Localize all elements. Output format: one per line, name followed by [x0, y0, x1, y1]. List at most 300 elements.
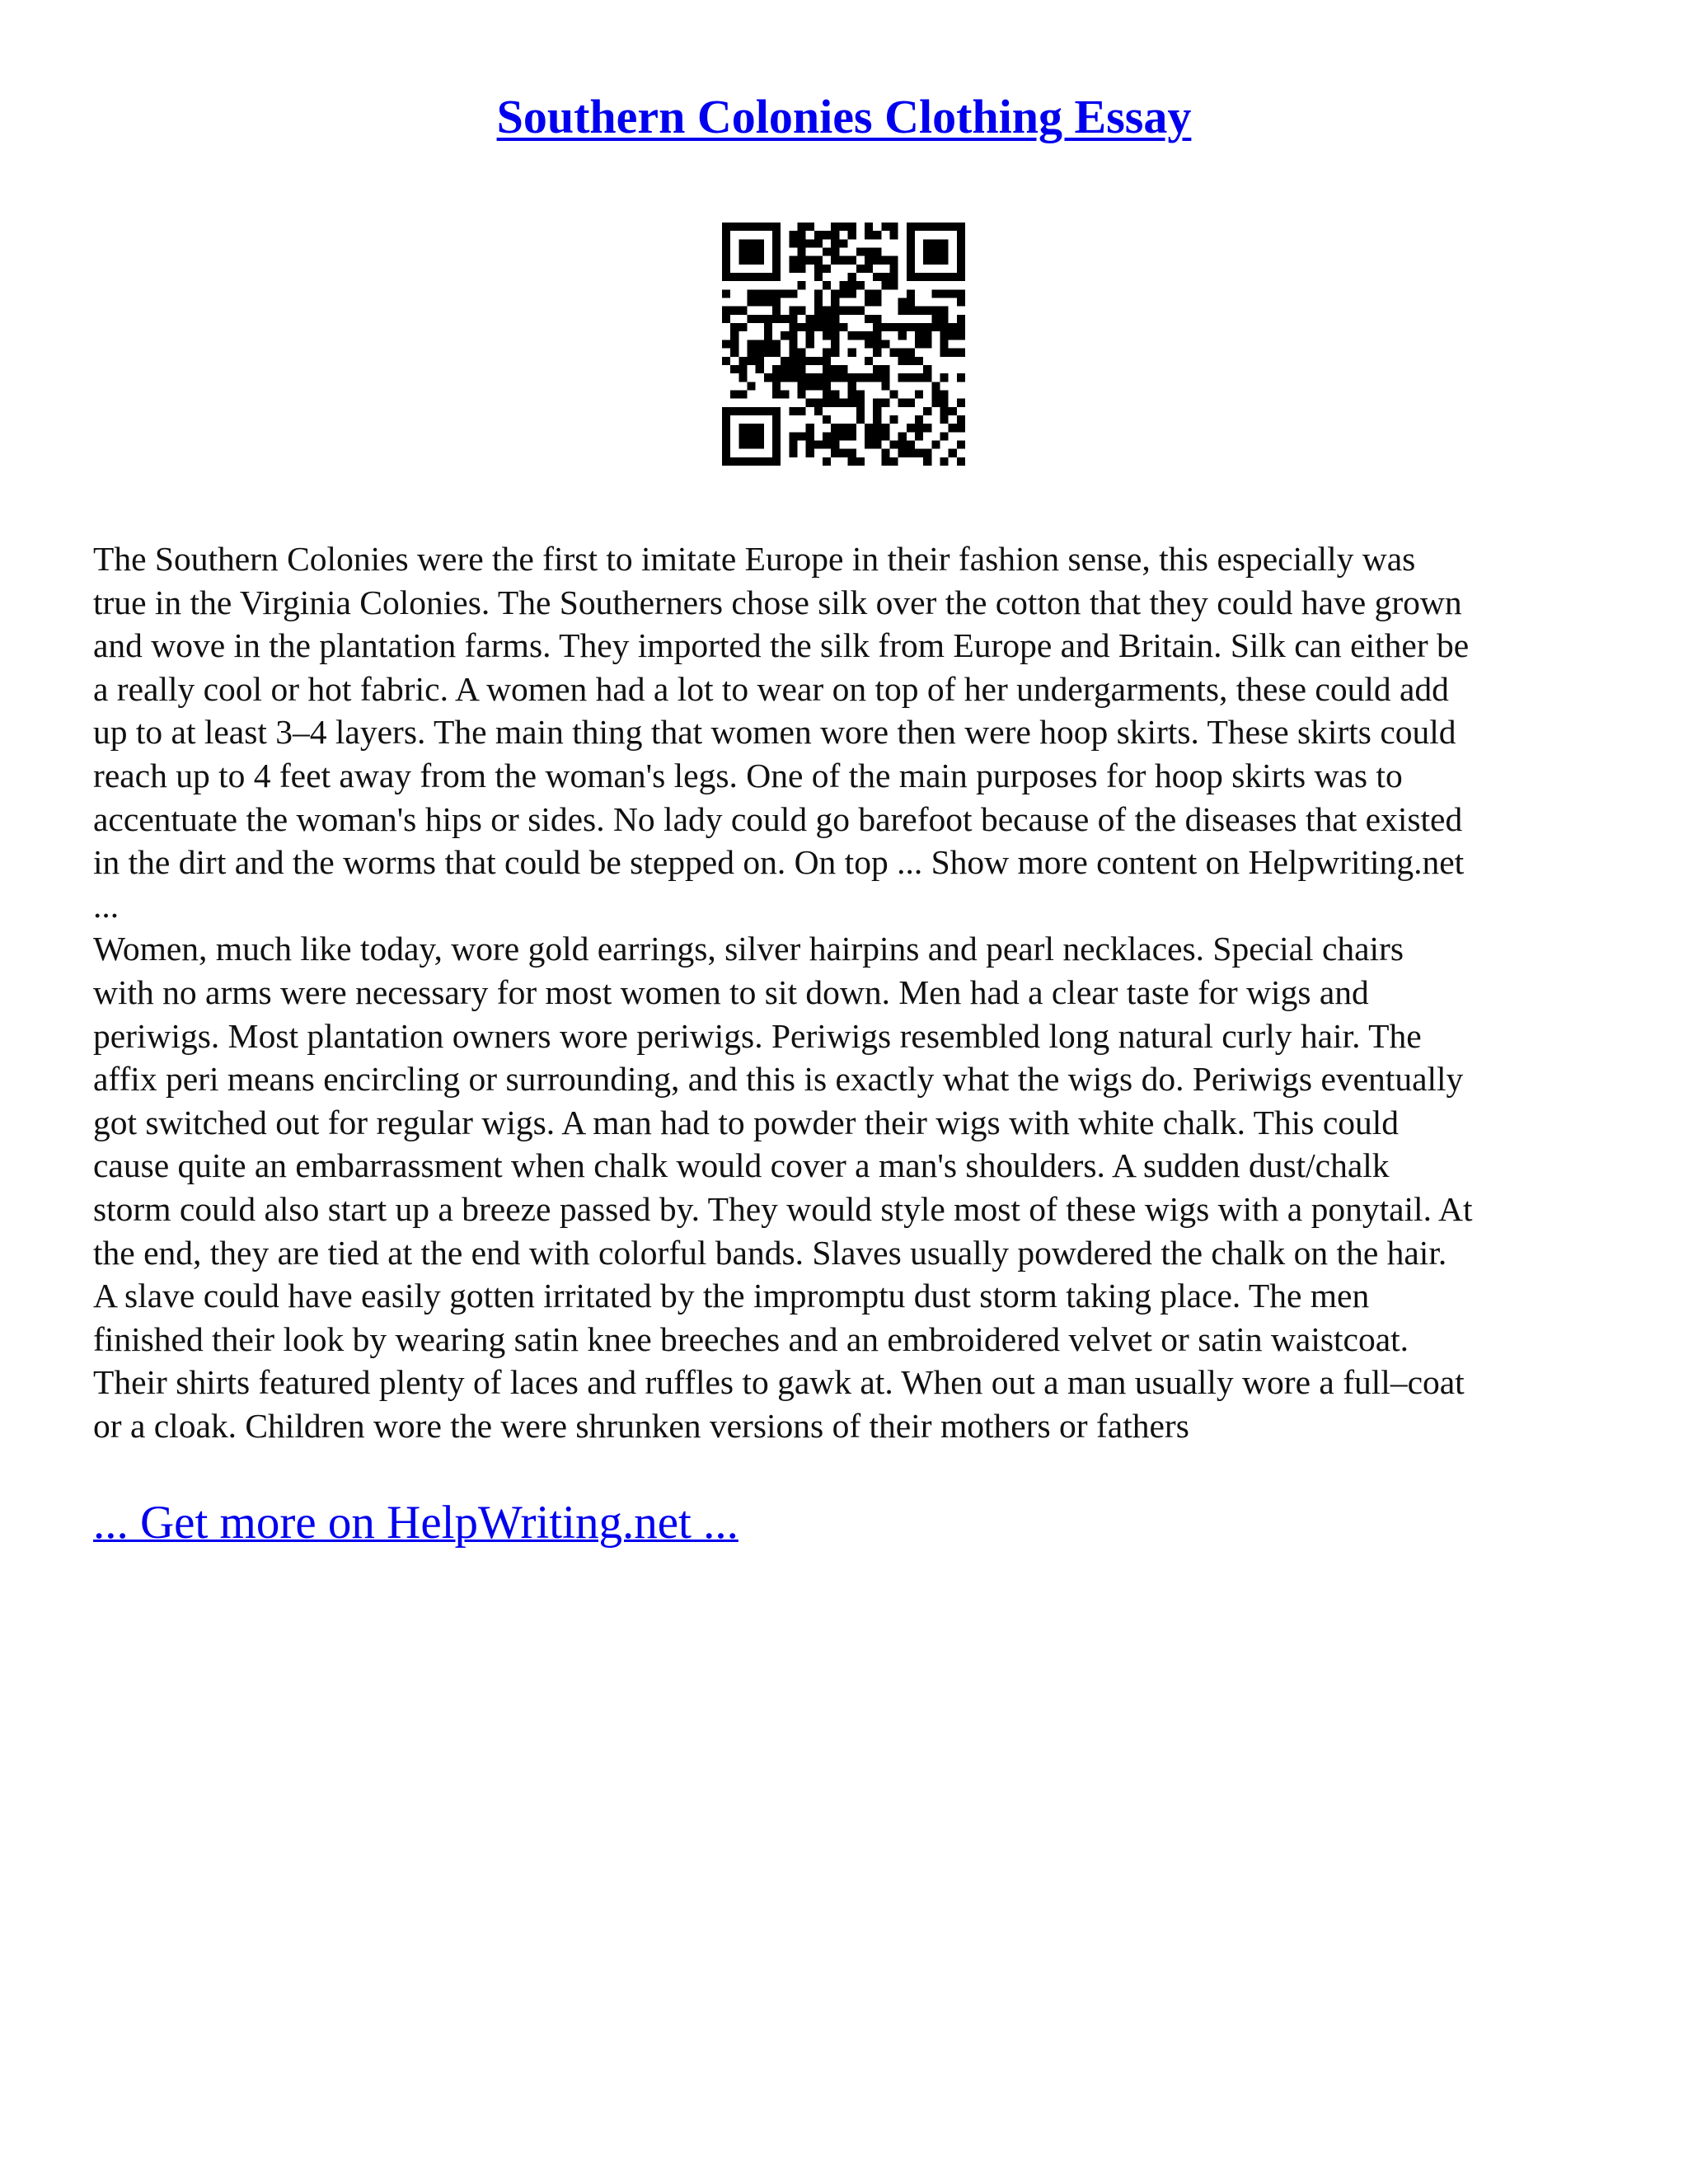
qr-module: [764, 407, 772, 415]
qr-module: [949, 289, 957, 298]
qr-module: [940, 373, 948, 382]
qr-module: [889, 390, 898, 398]
qr-module: [856, 457, 865, 466]
qr-module: [949, 331, 957, 340]
qr-module: [907, 273, 915, 281]
qr-module: [789, 357, 797, 365]
qr-module: [923, 248, 931, 256]
qr-module: [772, 273, 781, 281]
qr-module: [889, 265, 898, 273]
qr-module: [848, 382, 856, 390]
qr-module: [873, 289, 881, 298]
qr-module: [831, 315, 839, 323]
qr-module: [881, 432, 889, 440]
qr-module: [865, 298, 873, 307]
qr-module: [722, 424, 730, 432]
qr-module: [722, 256, 730, 265]
qr-module: [772, 365, 781, 373]
qr-module: [907, 424, 915, 432]
qr-module: [748, 315, 756, 323]
qr-module: [839, 307, 847, 315]
qr-module: [839, 281, 847, 289]
qr-module: [789, 432, 797, 440]
qr-module: [814, 265, 823, 273]
qr-module: [865, 231, 873, 239]
qr-module: [814, 289, 823, 298]
qr-module: [772, 407, 781, 415]
qr-module: [823, 432, 831, 440]
qr-module: [865, 340, 873, 348]
qr-module: [772, 289, 781, 298]
qr-module: [907, 399, 915, 407]
qr-module: [730, 407, 738, 415]
qr-module: [781, 315, 789, 323]
qr-module: [898, 449, 907, 457]
qr-module: [738, 357, 747, 365]
qr-module: [831, 449, 839, 457]
qr-module: [764, 273, 772, 281]
qr-module: [848, 307, 856, 315]
qr-module: [898, 440, 907, 448]
ellipsis: ...: [93, 886, 120, 925]
qr-module: [931, 239, 940, 247]
qr-module: [756, 289, 764, 298]
qr-module: [957, 289, 965, 298]
qr-module: [772, 349, 781, 357]
qr-module: [881, 424, 889, 432]
qr-module: [839, 399, 847, 407]
qr-module: [881, 273, 889, 281]
text-line: with no arms were necessary for most women to sit down. Men had a clear taste for wigs and: [93, 972, 1369, 1011]
qr-module: [764, 223, 772, 231]
qr-module: [915, 223, 923, 231]
qr-module: [898, 298, 907, 307]
qr-module: [806, 424, 814, 432]
qr-module: [722, 231, 730, 239]
qr-module: [756, 457, 764, 466]
essay-body: [93, 537, 1618, 1447]
qr-module: [748, 432, 756, 440]
qr-module: [738, 424, 747, 432]
qr-module: [738, 407, 747, 415]
qr-module: [839, 365, 847, 373]
qr-module: [756, 340, 764, 348]
qr-module: [907, 248, 915, 256]
qr-module: [831, 323, 839, 331]
qr-module: [748, 382, 756, 390]
qr-module: [839, 239, 847, 247]
qr-module: [873, 256, 881, 265]
qr-module: [798, 256, 806, 265]
qr-module: [781, 365, 789, 373]
text-line: up to at least 3–4 layers. The main thing that women wore then were hoop skirts. These skirts could: [93, 713, 1456, 752]
qr-module: [889, 323, 898, 331]
qr-module: [772, 457, 781, 466]
qr-module: [756, 349, 764, 357]
qr-module: [764, 298, 772, 307]
qr-module: [873, 349, 881, 357]
qr-module: [957, 373, 965, 382]
qr-module: [839, 432, 847, 440]
qr-module: [738, 373, 747, 382]
qr-module: [748, 256, 756, 265]
qr-module: [898, 307, 907, 315]
qr-module: [957, 256, 965, 265]
qr-module: [831, 424, 839, 432]
qr-module: [856, 390, 865, 398]
qr-module: [764, 289, 772, 298]
qr-module: [856, 415, 865, 424]
qr-module: [881, 256, 889, 265]
qr-module: [940, 331, 948, 340]
qr-module: [748, 340, 756, 348]
qr-module: [915, 424, 923, 432]
qr-module: [957, 415, 965, 424]
qr-module: [873, 298, 881, 307]
qr-module: [823, 248, 831, 256]
qr-module: [772, 373, 781, 382]
qr-module: [772, 390, 781, 398]
qr-module: [756, 273, 764, 281]
qr-module: [957, 248, 965, 256]
qr-module: [957, 315, 965, 323]
qr-module: [931, 223, 940, 231]
qr-module: [839, 424, 847, 432]
qr-module: [798, 231, 806, 239]
qr-module: [839, 289, 847, 298]
qr-module: [748, 239, 756, 247]
qr-module: [940, 432, 948, 440]
qr-module: [873, 440, 881, 448]
qr-module: [889, 415, 898, 424]
qr-module: [789, 315, 797, 323]
qr-module: [907, 449, 915, 457]
qr-module: [781, 373, 789, 382]
text-line: Women, much like today, wore gold earrings, silver hairpins and pearl necklaces. Special chairs: [93, 930, 1404, 968]
qr-module: [931, 273, 940, 281]
qr-module: [940, 415, 948, 424]
qr-module: [873, 415, 881, 424]
qr-module: [856, 265, 865, 273]
qr-module: [907, 440, 915, 448]
qr-module: [806, 315, 814, 323]
qr-module: [730, 307, 738, 315]
qr-module: [940, 340, 948, 348]
qr-module: [940, 223, 948, 231]
qr-module: [814, 399, 823, 407]
title-link[interactable]: Southern Colonies Clothing Essay: [496, 90, 1192, 143]
qr-module: [831, 373, 839, 382]
qr-module: [764, 323, 772, 331]
qr-module: [923, 331, 931, 340]
qr-module: [873, 273, 881, 281]
qr-module: [722, 357, 730, 365]
qr-module: [957, 239, 965, 247]
qr-module: [806, 223, 814, 231]
qr-module: [798, 307, 806, 315]
qr-module: [814, 323, 823, 331]
qr-module: [772, 432, 781, 440]
qr-module: [831, 440, 839, 448]
qr-module: [848, 231, 856, 239]
qr-module: [865, 373, 873, 382]
qr-module: [756, 440, 764, 448]
qr-module: [756, 407, 764, 415]
qr-module: [772, 382, 781, 390]
qr-module: [923, 239, 931, 247]
qr-module: [873, 399, 881, 407]
qr-module: [915, 307, 923, 315]
text-line: accentuate the woman's hips or sides. No lady could go barefoot because of the diseases that existed: [93, 799, 1463, 838]
qr-module: [730, 223, 738, 231]
qr-module: [823, 281, 831, 289]
qr-module: [873, 248, 881, 256]
qr-module: [814, 298, 823, 307]
qr-module: [730, 457, 738, 466]
qr-module: [907, 349, 915, 357]
qr-module: [839, 449, 847, 457]
qr-module: [738, 273, 747, 281]
qr-module: [957, 331, 965, 340]
qr-module: [823, 382, 831, 390]
qr-module: [848, 390, 856, 398]
text-line: periwigs. Most plantation owners wore periwigs. Periwigs resembled long natural curly hair. The: [93, 1016, 1422, 1055]
text-line: or a cloak. Children wore the were shrunken versions of their mothers or fathers: [93, 1406, 1189, 1445]
qr-module: [865, 424, 873, 432]
qr-module: [764, 315, 772, 323]
qr-module: [730, 365, 738, 373]
qr-module: [764, 457, 772, 466]
qr-module: [831, 432, 839, 440]
qr-module: [881, 373, 889, 382]
qr-module: [730, 349, 738, 357]
qr-module: [931, 440, 940, 448]
qr-module: [915, 340, 923, 348]
qr-module: [831, 390, 839, 398]
qr-module: [881, 365, 889, 373]
qr-module: [789, 265, 797, 273]
qr-module: [772, 424, 781, 432]
qr-module: [907, 373, 915, 382]
qr-module: [957, 265, 965, 273]
qr-module: [722, 273, 730, 281]
qr-module: [915, 373, 923, 382]
qr-module: [730, 340, 738, 348]
qr-module: [889, 349, 898, 357]
qr-module: [738, 457, 747, 466]
qr-module: [907, 239, 915, 247]
qr-module: [923, 307, 931, 315]
text-line: affix peri means encircling or surrounding, and this is exactly what the wigs do. Periwigs eventually: [93, 1060, 1464, 1099]
qr-module: [738, 239, 747, 247]
qr-module: [823, 357, 831, 365]
qr-module: [748, 407, 756, 415]
qr-module: [781, 289, 789, 298]
qr-module: [722, 407, 730, 415]
qr-module: [823, 307, 831, 315]
qr-module: [848, 424, 856, 432]
qr-module: [722, 239, 730, 247]
qr-module: [722, 248, 730, 256]
qr-module: [915, 323, 923, 331]
text-line: Their shirts featured plenty of laces and ruffles to gawk at. When out a man usually wore a full–coat: [93, 1363, 1465, 1402]
qr-module: [722, 440, 730, 448]
qr-module: [823, 349, 831, 357]
qr-module: [806, 256, 814, 265]
qr-module: [940, 239, 948, 247]
qr-module: [814, 407, 823, 415]
qr-module: [738, 390, 747, 398]
qr-module: [949, 449, 957, 457]
qr-module: [831, 223, 839, 231]
qr-module: [738, 256, 747, 265]
qr-module: [881, 323, 889, 331]
qr-module: [931, 307, 940, 315]
qr-module: [722, 265, 730, 273]
qr-module: [789, 239, 797, 247]
qr-module: [856, 281, 865, 289]
qr-module: [957, 223, 965, 231]
qr-module: [931, 323, 940, 331]
qr-module: [923, 340, 931, 348]
qr-module: [865, 357, 873, 365]
qr-module: [856, 407, 865, 415]
qr-module: [949, 223, 957, 231]
qr-module: [848, 281, 856, 289]
qr-module: [848, 373, 856, 382]
qr-module: [856, 248, 865, 256]
qr-module: [722, 432, 730, 440]
qr-module: [814, 440, 823, 448]
qr-module: [923, 424, 931, 432]
qr-module: [848, 273, 856, 281]
qr-module: [748, 424, 756, 432]
qr-module: [764, 373, 772, 382]
qr-module: [722, 223, 730, 231]
qr-module: [806, 399, 814, 407]
qr-module: [814, 315, 823, 323]
qr-module: [823, 457, 831, 466]
qr-module: [748, 248, 756, 256]
get-more-link[interactable]: ... Get more on HelpWriting.net ...: [93, 1497, 738, 1549]
qr-module: [940, 289, 948, 298]
qr-module: [889, 256, 898, 265]
qr-module: [798, 357, 806, 365]
qr-module: [748, 273, 756, 281]
qr-module: [781, 390, 789, 398]
qr-module: [798, 382, 806, 390]
qr-module: [772, 298, 781, 307]
qr-module: [772, 415, 781, 424]
qr-module: [772, 248, 781, 256]
qr-module: [730, 390, 738, 398]
qr-module: [789, 440, 797, 448]
qr-module: [957, 298, 965, 307]
text-line: cause quite an embarrassment when chalk would cover a man's shoulders. A sudden dust/chalk: [93, 1146, 1390, 1185]
qr-module: [814, 307, 823, 315]
qr-module: [823, 331, 831, 340]
qr-module: [748, 457, 756, 466]
qr-module: [957, 231, 965, 239]
qr-module: [789, 323, 797, 331]
qr-module: [923, 365, 931, 373]
qr-code-icon: [722, 223, 965, 466]
qr-module: [831, 331, 839, 340]
qr-module: [756, 298, 764, 307]
qr-module: [898, 331, 907, 340]
qr-module: [798, 407, 806, 415]
qr-module: [814, 231, 823, 239]
qr-module: [915, 449, 923, 457]
qr-module: [940, 307, 948, 315]
qr-module: [940, 390, 948, 398]
qr-module: [881, 223, 889, 231]
paragraph-1: [93, 537, 1618, 884]
text-line: and wove in the plantation farms. They imported the silk from Europe and Britain. Silk can either be: [93, 626, 1470, 665]
text-line: reach up to 4 feet away from the woman's legs. One of the main purposes for hoop skirts was to: [93, 756, 1403, 794]
qr-module: [756, 223, 764, 231]
qr-module: [873, 373, 881, 382]
qr-module: [798, 223, 806, 231]
qr-module: [856, 331, 865, 340]
qr-module: [798, 349, 806, 357]
qr-module: [848, 223, 856, 231]
qr-module: [931, 315, 940, 323]
qr-module: [806, 331, 814, 340]
qr-module: [814, 373, 823, 382]
qr-module: [873, 432, 881, 440]
qr-module: [789, 373, 797, 382]
qr-module: [831, 289, 839, 298]
qr-module: [789, 340, 797, 348]
qr-module: [823, 231, 831, 239]
qr-module: [823, 373, 831, 382]
qr-module: [814, 239, 823, 247]
qr-module: [889, 281, 898, 289]
qr-module: [931, 256, 940, 265]
qr-module: [865, 265, 873, 273]
paragraph-2: [93, 927, 1618, 1447]
qr-module: [907, 357, 915, 365]
qr-module: [738, 365, 747, 373]
qr-module: [756, 357, 764, 365]
qr-module: [798, 265, 806, 273]
qr-module: [907, 256, 915, 265]
qr-module: [756, 365, 764, 373]
qr-module: [839, 256, 847, 265]
qr-module: [806, 323, 814, 331]
qr-module: [748, 298, 756, 307]
qr-module: [923, 449, 931, 457]
qr-module: [798, 373, 806, 382]
qr-module: [798, 248, 806, 256]
qr-module: [898, 357, 907, 365]
qr-module: [789, 349, 797, 357]
qr-module: [839, 323, 847, 331]
qr-module: [831, 340, 839, 348]
text-line: storm could also start up a breeze passed by. They would style most of these wigs with a ponytail. At: [93, 1189, 1473, 1228]
qr-module: [907, 298, 915, 307]
qr-module: [806, 373, 814, 382]
qr-module: [806, 432, 814, 440]
qr-module: [881, 340, 889, 348]
qr-module: [772, 449, 781, 457]
qr-module: [865, 289, 873, 298]
qr-module: [789, 331, 797, 340]
qr-module: [865, 331, 873, 340]
qr-module: [940, 349, 948, 357]
qr-module: [814, 256, 823, 265]
